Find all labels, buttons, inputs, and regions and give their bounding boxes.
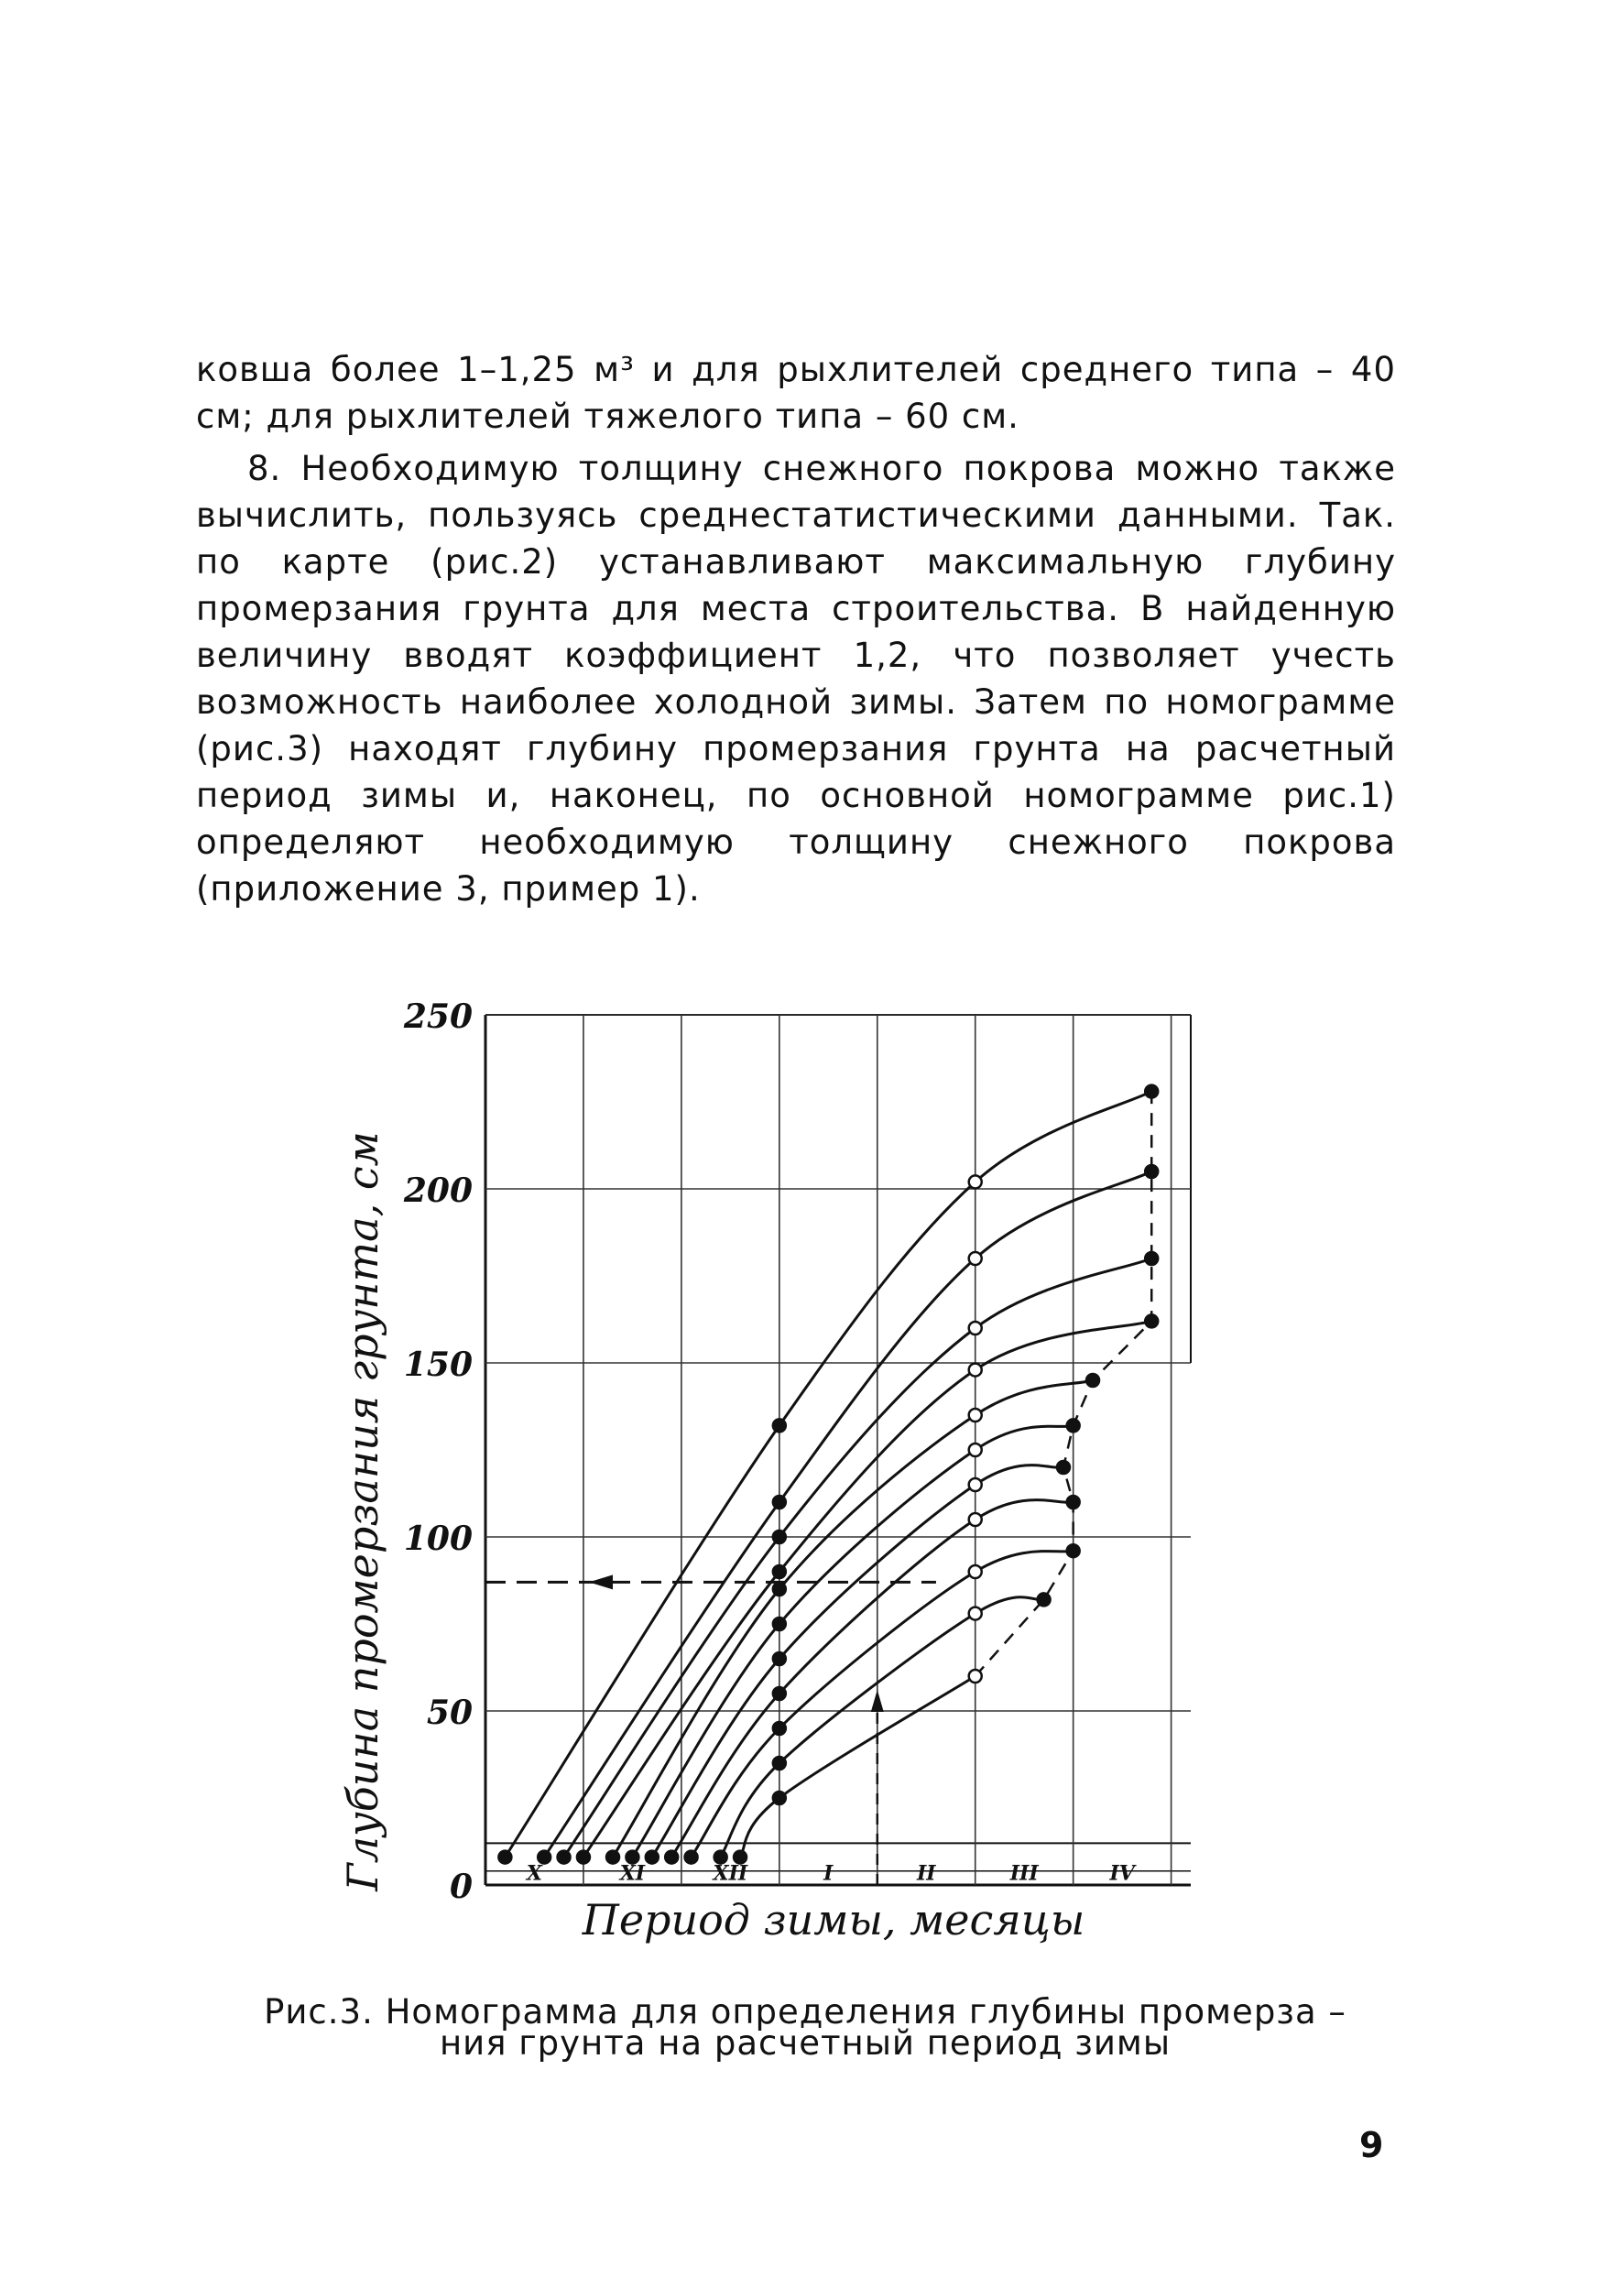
y-tick-label: 200: [403, 1171, 473, 1210]
curve-point: [1067, 1544, 1080, 1557]
caption-line-1: Рис.3. Номограмма для определения глубины промерза –: [264, 1992, 1346, 2032]
curve-point: [969, 1252, 982, 1265]
curve-point: [969, 1513, 982, 1526]
month-label: X: [526, 1861, 543, 1886]
paragraph-1: ковша более 1–1,25 м³ и для рыхлителей среднего типа – 40 см; для рыхлителей тяжелого типа – 60 см.: [196, 350, 1396, 436]
month-label: XI: [619, 1861, 646, 1886]
curve-point: [969, 1478, 982, 1491]
y-tick-labels: [403, 997, 473, 1906]
curve-point: [577, 1851, 590, 1864]
caption-line-2: ния грунта на расчетный период зимы: [439, 2023, 1172, 2063]
curve-point: [773, 1652, 786, 1665]
month-labels: [525, 1861, 1137, 1885]
curve-point: [773, 1565, 786, 1578]
curve-point: [773, 1583, 786, 1596]
curve-point: [773, 1757, 786, 1770]
curve-point: [558, 1851, 571, 1864]
curve-point: [969, 1322, 982, 1335]
curve-point: [969, 1409, 982, 1422]
curve-point: [646, 1851, 659, 1864]
curve-point: [773, 1722, 786, 1735]
curve-point: [1067, 1496, 1080, 1509]
curve-point: [773, 1792, 786, 1804]
curve-point: [969, 1670, 982, 1683]
month-label: I: [823, 1861, 834, 1886]
curve-point: [773, 1419, 786, 1432]
month-label: II: [916, 1861, 936, 1886]
figure-caption: [196, 1992, 1414, 2063]
y-axis-title: Глубина промерзания грунта, см: [338, 1131, 387, 1891]
curve: [671, 1500, 1073, 1858]
arrow-left-icon: [589, 1574, 613, 1589]
curve-point: [1145, 1165, 1158, 1178]
curve-point: [1038, 1593, 1051, 1606]
curve-point: [773, 1496, 786, 1509]
y-tick-label: 0: [449, 1868, 473, 1906]
y-tick-label: 50: [426, 1694, 473, 1732]
arrow-up-icon: [871, 1690, 884, 1712]
y-tick-label: 100: [403, 1520, 473, 1558]
curve-point: [773, 1687, 786, 1700]
month-label: XII: [713, 1861, 748, 1886]
curve-point: [1086, 1374, 1099, 1387]
curve-point: [969, 1444, 982, 1456]
curve: [564, 1258, 1152, 1858]
curve-point: [665, 1851, 678, 1864]
curve: [583, 1321, 1151, 1857]
curve-point: [1145, 1314, 1158, 1327]
paragraph-2: 8. Необходимую толщину снежного покрова можно также вычислить, пользуясь среднестатистическими данными. Так. по карте (рис.2) устанавливают максимальную глубину промерзания грунта для места строительства. В найденную величину вводят коэффициент 1,2, что позволяет учесть возможность наиболее холодной зимы. Затем по номограмме (рис.3) находят глубину промерзания грунта на расчетный период зимы и, наконец, по основной номограмме рис.1) определяют необходимую толщину снежного покрова (приложение 3, пример 1).: [196, 449, 1396, 909]
x-axis-title: Период зимы, месяцы: [582, 1895, 1085, 1945]
curves: [505, 1092, 1151, 1858]
curve-point: [606, 1851, 619, 1864]
curve-point: [685, 1851, 698, 1864]
y-tick-label: 250: [403, 997, 473, 1036]
curve-point: [1145, 1085, 1158, 1098]
nomogram-figure: [0, 971, 1624, 1997]
y-tick-label: 150: [403, 1346, 473, 1384]
curve-point: [969, 1175, 982, 1188]
curve-point: [969, 1364, 982, 1377]
grid-lines: [485, 1015, 1191, 1885]
curve-point: [1067, 1419, 1080, 1432]
curve-point: [969, 1607, 982, 1620]
curve-point: [773, 1531, 786, 1543]
page-number: 9: [1359, 2125, 1384, 2165]
curve-point: [1057, 1461, 1070, 1474]
curve-point: [1145, 1252, 1158, 1265]
month-label: IV: [1109, 1861, 1135, 1886]
curve-point: [773, 1618, 786, 1630]
curve-point: [498, 1851, 511, 1864]
month-label: III: [1009, 1861, 1039, 1886]
plot-frame: [485, 1015, 1191, 1885]
curve-point: [969, 1565, 982, 1578]
